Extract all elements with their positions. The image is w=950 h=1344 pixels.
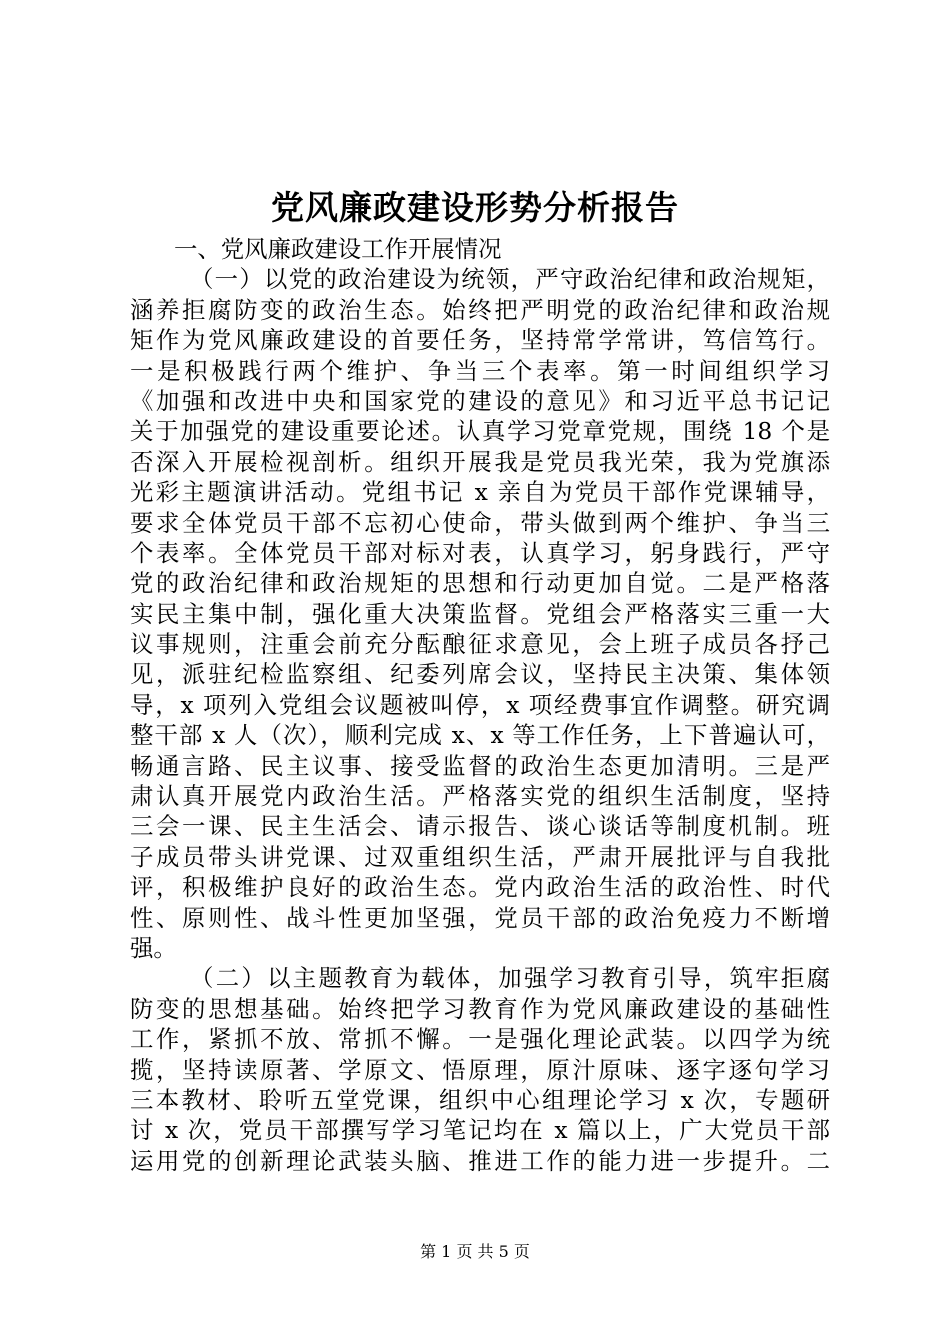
body-line: 整干部 x 人（次），顺利完成 x、x 等工作任务，上下普遍认可， xyxy=(130,721,830,750)
body-line: 否深入开展检视剖析。组织开展我是党员我光荣，我为党旗添 xyxy=(130,447,830,476)
body-line: 一是积极践行两个维护、争当三个表率。第一时间组织学习 xyxy=(130,356,830,385)
page-footer: 第 1 页 共 5 页 xyxy=(420,1242,530,1261)
body-line: 子成员带头讲党课、过双重组织生活，严肃开展批评与自我批 xyxy=(130,842,830,871)
body-line: 防变的思想基础。始终把学习教育作为党风廉政建设的基础性 xyxy=(130,994,830,1023)
body-line: 关于加强党的建设重要论述。认真学习党章党规，围绕 18 个是 xyxy=(130,417,830,446)
body-line: 三会一课、民主生活会、请示报告、谈心谈话等制度机制。班 xyxy=(130,812,830,841)
document-title: 党风廉政建设形势分析报告 xyxy=(271,188,679,227)
body-line: 导，x 项列入党组会议题被叫停，x 项经费事宜作调整。研究调 xyxy=(130,690,830,719)
body-line: 见，派驻纪检监察组、纪委列席会议，坚持民主决策、集体领 xyxy=(130,660,830,689)
paragraph-1-start: （一）以党的政治建设为统领，严守政治纪律和政治规矩， xyxy=(190,265,830,294)
body-line: 肃认真开展党内政治生活。严格落实党的组织生活制度，坚持 xyxy=(130,782,830,811)
body-line: 性、原则性、战斗性更加坚强，党员干部的政治免疫力不断增 xyxy=(130,903,830,932)
body-line: 党的政治纪律和政治规矩的思想和行动更加自觉。二是严格落 xyxy=(130,569,830,598)
body-line: 畅通言路、民主议事、接受监督的政治生态更加清明。三是严 xyxy=(130,751,830,780)
paragraph-2-start: （二）以主题教育为载体，加强学习教育引导，筑牢拒腐 xyxy=(190,964,830,993)
body-line: 揽，坚持读原著、学原文、悟原理，原汁原味、逐字逐句学习 xyxy=(130,1055,830,1084)
section-heading: 一、党风廉政建设工作开展情况 xyxy=(174,235,502,263)
body-line: 议事规则，注重会前充分酝酿征求意见，会上班子成员各抒己 xyxy=(130,630,830,659)
document-body xyxy=(130,234,830,1176)
body-line: 工作，紧抓不放、常抓不懈。一是强化理论武装。以四学为统 xyxy=(130,1025,830,1054)
body-line: 个表率。全体党员干部对标对表，认真学习，躬身践行，严守 xyxy=(130,538,830,567)
body-line: 运用党的创新理论武装头脑、推进工作的能力进一步提升。二 xyxy=(130,1146,830,1175)
body-line: 讨 x 次，党员干部撰写学习笔记均在 x 篇以上，广大党员干部 xyxy=(130,1116,830,1145)
body-line: 实民主集中制，强化重大决策监督。党组会严格落实三重一大 xyxy=(130,599,830,628)
body-line: 《加强和改进中央和国家党的建设的意见》和习近平总书记记 xyxy=(130,386,830,415)
body-line: 要求全体党员干部不忘初心使命，带头做到两个维护、争当三 xyxy=(130,508,830,537)
body-line: 涵养拒腐防变的政治生态。始终把严明党的政治纪律和政治规 xyxy=(130,295,830,324)
body-line: 评，积极维护良好的政治生态。党内政治生活的政治性、时代 xyxy=(130,873,830,902)
paragraph-1-end: 强。 xyxy=(130,933,177,962)
body-line: 三本教材、聆听五堂党课，组织中心组理论学习 x 次，专题研 xyxy=(130,1085,830,1114)
body-line: 光彩主题演讲活动。党组书记 x 亲自为党员干部作党课辅导， xyxy=(130,478,830,507)
body-line: 矩作为党风廉政建设的首要任务，坚持常学常讲，笃信笃行。 xyxy=(130,326,830,355)
